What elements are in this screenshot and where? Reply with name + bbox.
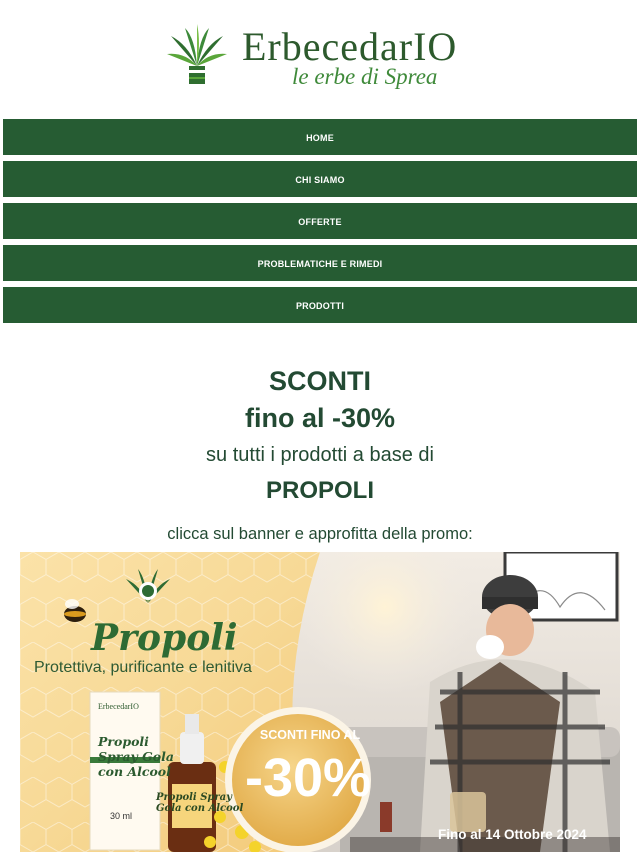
bottle-label: Propoli Spray Gola con Alcool — [156, 792, 244, 814]
promo-description: su tutti i prodotti a base di — [206, 444, 434, 466]
box-product-name: Propoli Spray Gola con Alcool — [98, 734, 174, 779]
herb-bundle-logo-icon[interactable] — [165, 22, 229, 90]
promo-end-date: Fino al 14 Ottobre 2024 — [438, 827, 587, 842]
nav-prodotti[interactable]: PRODOTTI — [3, 287, 637, 323]
promo-cta: clicca sul banner e approfitta della promo: — [167, 525, 473, 543]
promo-text-block — [0, 364, 640, 546]
propoli-promo-banner[interactable] — [20, 552, 620, 852]
discount-value: -30% — [244, 748, 372, 808]
nav-offerte[interactable]: OFFERTE — [3, 203, 637, 239]
nav-chi-siamo[interactable]: CHI SIAMO — [3, 161, 637, 197]
nav-problematiche-rimedi[interactable]: PROBLEMATICHE E RIMEDI — [3, 245, 637, 281]
promo-product: PROPOLI — [265, 477, 374, 504]
brand-wordmark[interactable]: ErbecedarIO — [242, 24, 458, 69]
nav-home[interactable]: HOME — [3, 119, 637, 155]
main-nav — [3, 119, 637, 329]
banner-title: Propoli — [91, 617, 238, 659]
box-volume: 30 ml — [110, 811, 133, 821]
brand-tagline: le erbe di Sprea — [292, 64, 438, 89]
discount-label: SCONTI FINO AL — [259, 728, 361, 742]
header — [0, 0, 640, 115]
box-brand: ErbecedarIO — [98, 702, 139, 711]
banner-subtitle: Protettiva, purificante e lenitiva — [34, 659, 252, 676]
promo-headline: SCONTI — [268, 366, 371, 396]
promo-discount: fino al -30% — [244, 403, 396, 433]
